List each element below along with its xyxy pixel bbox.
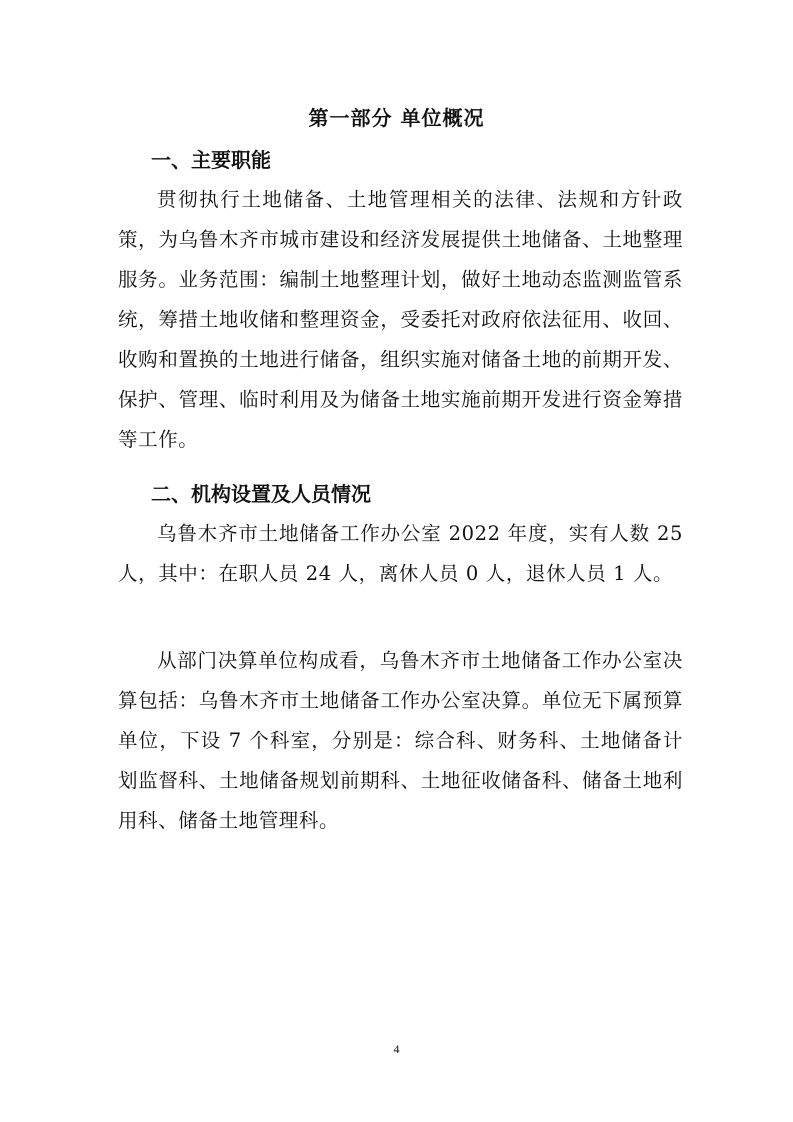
- page-number: 4: [393, 1042, 400, 1056]
- paragraph-main-functions: 贯彻执行土地储备、土地管理相关的法律、法规和方针政策，为乌鲁木齐市城市建设和经济发展提供土地储备、土地整理服务。业务范围：编制土地整理计划，做好土地动态监测监管系统，筹措土地收储和整理资金，受委托对政府依法征用、收回、收购和置换的土地进行储备，组织实施对储备土地的前期开发、保护、管理、临时利用及为储备土地实施前期开发进行资金筹措等工作。: [118, 188, 683, 451]
- paragraph-staffing: 乌鲁木齐市土地储备工作办公室 2022 年度，实有人数 25 人，其中：在职人员 24 人，离休人员 0 人，退休人员 1 人。: [118, 522, 683, 585]
- section-heading-organization: 二、机构设置及人员情况: [151, 482, 371, 506]
- paragraph-composition: 从部门决算单位构成看，乌鲁木齐市土地储备工作办公室决算包括：乌鲁木齐市土地储备工作办公室决算。单位无下属预算单位，下设 7 个科室，分别是：综合科、财务科、土地储备计划监督科、土地储备规划前期科、土地征收储备科、储备土地利用科、储备土地管理科。: [118, 649, 683, 832]
- page-title: 第一部分 单位概况: [308, 106, 485, 130]
- section-heading-main-functions: 一、主要职能: [151, 148, 271, 172]
